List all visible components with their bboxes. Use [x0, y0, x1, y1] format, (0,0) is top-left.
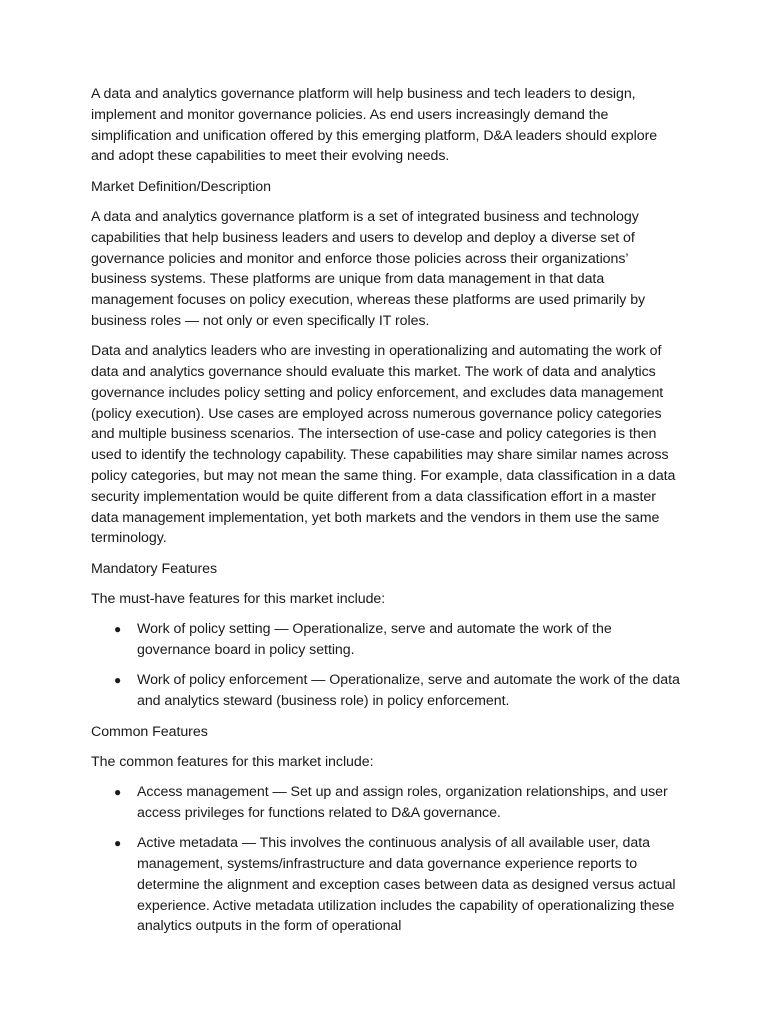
list-item-text: Work of policy setting — Operationalize, serve and automate the work of the governance board in policy setting. [137, 621, 612, 659]
bullet-icon: ● [114, 622, 122, 637]
common-features-intro: The common features for this market include: [91, 753, 374, 770]
bullet-icon: ● [114, 836, 122, 851]
common-features-heading: Common Features [91, 723, 208, 740]
document-page [91, 84, 681, 947]
mandatory-features-list [91, 619, 681, 712]
list-item [91, 782, 681, 824]
list-item-text: Work of policy enforcement — Operationalize, serve and automate the work of the data and analytics steward (business role) in policy enforcement. [137, 672, 680, 710]
intro-paragraph: A data and analytics governance platform will help business and tech leaders to design, implement and monitor governance policies. As end users increasingly demand the simplification and unification offered by this emerging platform, D&A leaders should explore and adopt these capabilities to meet their evolving needs. [91, 86, 658, 165]
mandatory-features-intro: The must-have features for this market include: [91, 591, 386, 608]
market-definition-paragraph-2: Data and analytics leaders who are investing in operationalizing and automating the work of data and analytics governance should evaluate this market. The work of data and analytics governance includes policy setting and policy enforcement, and excludes data management (policy execution). Use cases are employed across numerous governance policy categories and multiple business scenarios. The intersection of use-case and policy categories is then used to identify the technology capability. These capabilities may share similar names across policy categories, but may not mean the same thing. For example, data classification in a data security implementation would be quite different from a data classification effort in a master data management implementation, yet both markets and the vendors in them use the same terminology. [91, 343, 676, 547]
list-item [91, 619, 681, 661]
common-features-list [91, 782, 681, 937]
mandatory-features-heading: Mandatory Features [91, 560, 218, 577]
list-item-text: Access management — Set up and assign roles, organization relationships, and user access privileges for functions related to D&A governance. [137, 784, 668, 821]
market-definition-paragraph-1: A data and analytics governance platform is a set of integrated business and technology capabilities that help business leaders and users to develop and deploy a diverse set of governance policies and monitor and enforce those policies across their organizations’ business systems. These platforms are unique from data management in that data management focuses on policy execution, whereas these platforms are used primarily by business roles — not only or even specifically IT roles. [91, 208, 646, 329]
bullet-icon: ● [114, 785, 122, 800]
market-definition-heading: Market Definition/Description [91, 178, 271, 195]
bullet-icon: ● [114, 673, 122, 688]
list-item-text: Active metadata — This involves the continuous analysis of all available user, data management, systems/infrastructure and data governance experience reports to determine the alignment and exception cases between data as designed versus actual experience. Active metadata utilization includes the capability of operationalizing these analytics outputs in the form of operational [137, 835, 676, 935]
list-item [91, 670, 681, 712]
list-item [91, 833, 681, 937]
